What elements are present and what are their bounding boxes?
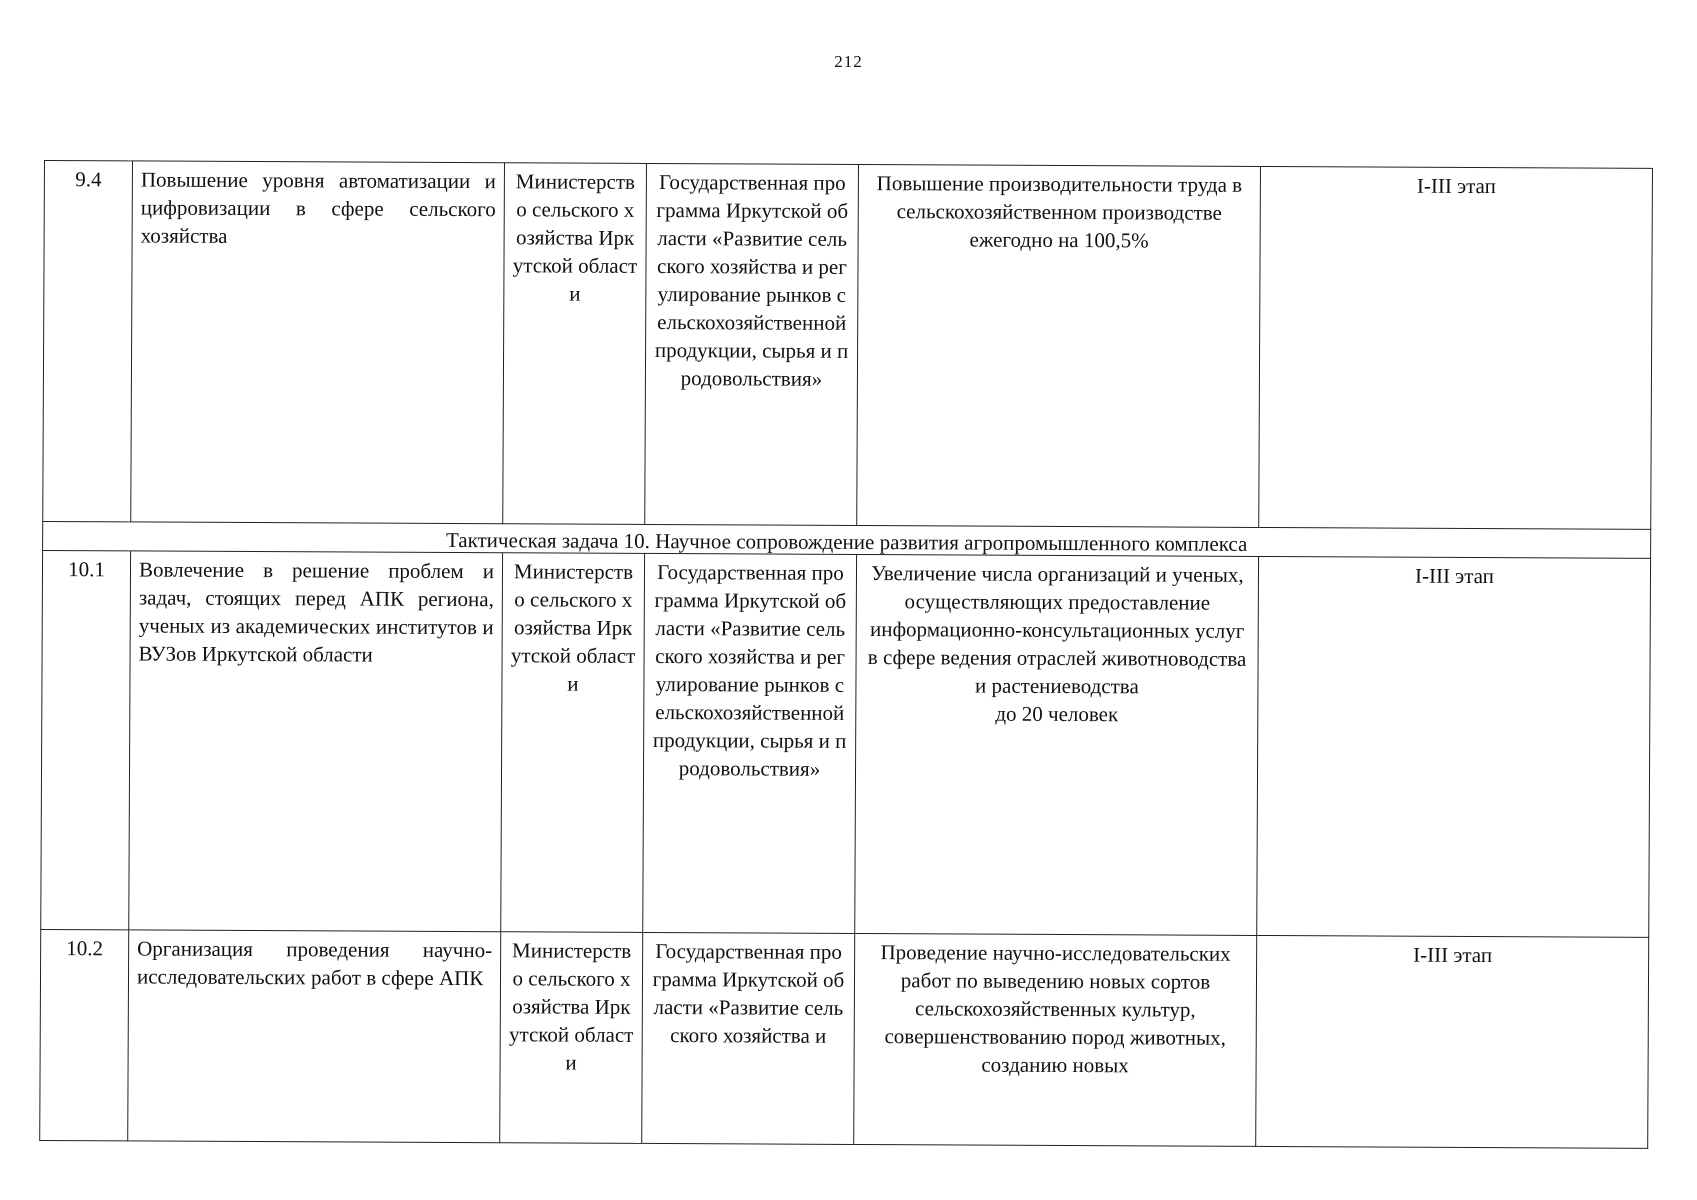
measure-cell: Организация проведения научно-исследовательских работ в сфере АПК [128,930,501,1143]
result-line: Увеличение числа организаций и ученых, осуществляющих предоставление информационно-консультационных услуг в сфере ведения отраслей животноводства и растениеводства [867,561,1247,699]
result-cell: Повышение производительности труда в сельскохозяйственном производстве ежегодно на 100,5% [857,164,1261,527]
result-line: до 20 человек [995,701,1119,727]
task-heading: Тактическая задача 10. Научное сопровождение развития агропромышленного комплекса [43,521,1651,558]
responsible-cell: Министерство сельского хозяйства Иркутской области [501,553,645,933]
stage-cell: I-III этап [1259,166,1653,529]
page-number: 212 [834,52,863,71]
measure-cell: Вовлечение в решение проблем и задач, стоящих перед АПК региона, ученых из академических институтов и ВУЗов Иркутской области [129,551,503,932]
row-number: 10.1 [41,550,131,929]
row-number: 10.2 [40,929,129,1140]
measure-cell: Повышение уровня автоматизации и цифровизации в сфере сельского хозяйства [131,161,505,524]
table-row [41,550,1651,937]
result-cell [855,554,1259,935]
table-row [40,929,1649,1148]
document-sheet [39,160,1652,1149]
program-cell: Государственная программа Иркутской области «Развитие сельского хозяйства и [642,932,855,1144]
result-cell: Проведение научно-исследовательских работ по выведению новых сортов сельскохозяйственных культур, совершенствованию пород животных, созданию новых [854,933,1257,1146]
program-cell: Государственная программа Иркутской области «Развитие сельского хозяйства и регулирование рынков сельскохозяйственной продукции, сырья и продовольствия» [645,163,859,525]
row-number: 9.4 [43,161,133,522]
program-cell: Государственная программа Иркутской области «Развитие сельского хозяйства и регулирование рынков сельскохозяйственной продукции, сырья и продовольствия» [643,553,857,933]
responsible-cell: Министерство сельского хозяйства Иркутской области [500,932,643,1144]
stage-cell: I-III этап [1257,556,1651,937]
responsible-cell: Министерство сельского хозяйства Иркутской области [503,163,647,525]
table-row [43,161,1653,530]
stage-cell: I-III этап [1256,935,1649,1148]
measures-table [39,160,1653,1149]
